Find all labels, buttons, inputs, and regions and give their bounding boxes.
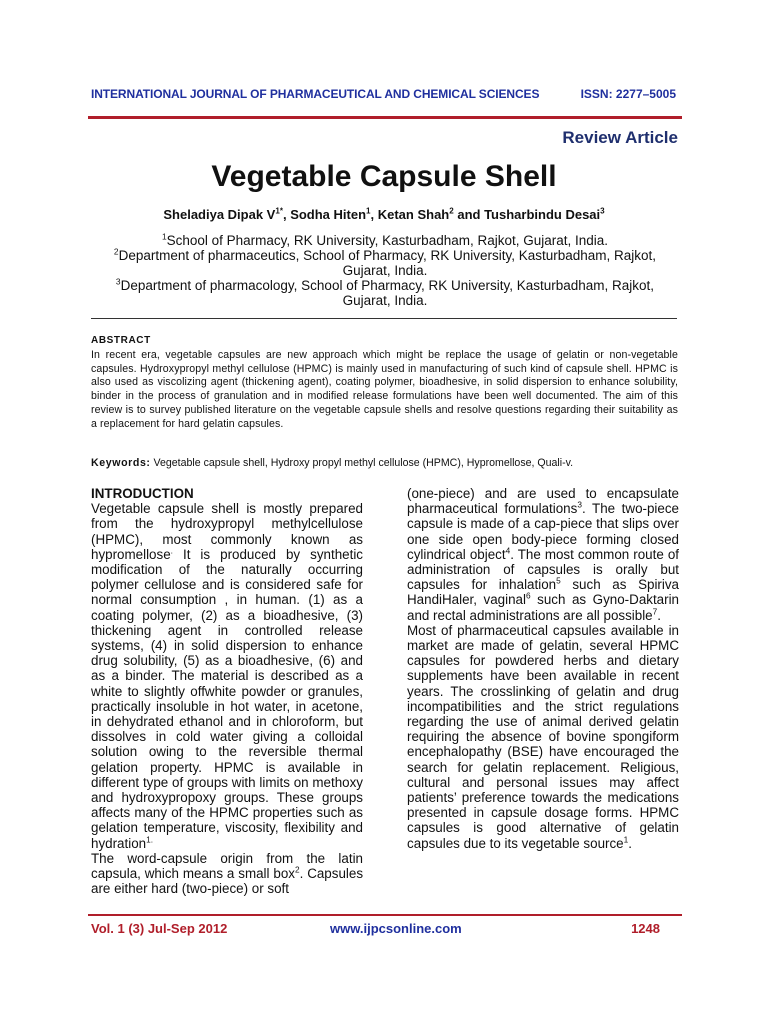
body-column-left xyxy=(91,486,363,896)
author-2: , Sodha Hiten xyxy=(282,207,367,222)
keywords-text: Vegetable capsule shell, Hydroxy propyl methyl cellulose (HPMC), Hypromellose, Quali-v. xyxy=(150,457,574,469)
keywords-label: Keywords: xyxy=(91,457,151,469)
journal-name: INTERNATIONAL JOURNAL OF PHARMACEUTICAL AND CHEMICAL SCIENCES xyxy=(91,87,540,101)
abstract-text: In recent era, vegetable capsules are new approach which might be replace the usage of gelatin or non-vegetable capsules. Hydroxypropyl methyl cellulose (HPMC) is mainly used in manufacturing of such kind of capsule shell. HPMC is also used as viscolizing agent (thickening agent), coating polymer, bioadhesive, in solid dispersion to enhance solubility, binder in the process of granulation and in modified release formulations have been well documented. The aim of this review is to survey published literature on the vegetable capsule shells and resolve questions regarding their suitability as a replacement for hard gelatin capsules. xyxy=(91,349,678,430)
section-divider xyxy=(91,318,677,319)
affiliation-text: Department of pharmacology, School of Pharmacy, RK University, Kasturbadham, Rajkot, Gujarat, India. xyxy=(120,278,655,308)
affiliation xyxy=(100,248,670,278)
paragraph: Most of pharmaceutical capsules available in market are made of gelatin, several HPMC capsules for powdered herbs and dietary supplements have been available in recent years. The crosslinking of gelatin and drug incompatibilities and the strict regulations regarding the use of animal derived gelatin requiring the absence of bovine spongiform encephalopathy (BSE) have encouraged the search for gelatin replacement. Religious, cultural and personal issues may affect patients’ preference towards the medications presented in capsule dosage forms. HPMC capsules is good alternative of gelatin capsules due to its vegetable source$^1$. xyxy=(407,622,679,851)
article-type-word2: Article xyxy=(625,128,678,147)
author-list xyxy=(0,207,768,222)
affiliation xyxy=(100,233,670,248)
affiliation-sup: 3 xyxy=(115,276,121,287)
body-column-right xyxy=(407,486,679,851)
affiliations xyxy=(100,233,670,308)
author-3-sup: 2 xyxy=(449,206,454,216)
keywords xyxy=(91,457,681,469)
author-3: , Ketan Shah xyxy=(370,207,450,222)
author-1: Sheladiya Dipak V xyxy=(163,207,276,222)
affiliation xyxy=(100,278,670,308)
footer-volume: Vol. 1 (3) Jul-Sep 2012 xyxy=(91,921,228,936)
author-4-sup: 3 xyxy=(600,206,605,216)
paragraph: (one-piece) and are used to encapsulate pharmaceutical formulations$^3$. The two-piece capsule is made of a cap-piece that slips over one side open body-piece forming closed cylindrical object$^4$. The most common route of administration of capsules is orally but capsules for inhalation$^5$ such as Spiriva HandiHaler, vaginal$^6$ such as Gyno-Daktarin and rectal administrations are all possible$^7$. xyxy=(407,486,680,623)
article-type xyxy=(562,128,678,148)
header-divider xyxy=(88,116,682,119)
abstract-heading: ABSTRACT xyxy=(91,335,151,346)
issn: ISSN: 2277–5005 xyxy=(580,87,676,101)
affiliation-sup: 1 xyxy=(161,231,167,242)
footer-page-number: 1248 xyxy=(631,921,660,936)
author-4: and Tusharbindu Desai xyxy=(453,207,601,222)
author-1-sup: 1* xyxy=(275,206,283,216)
footer-website-link[interactable]: www.ijpcsonline.com xyxy=(330,921,462,936)
article-type-word1: Review xyxy=(562,128,621,147)
article-title: Vegetable Capsule Shell xyxy=(211,160,557,193)
affiliation-text: Department of pharmaceutics, School of Pharmacy, RK University, Kasturbadham, Rajkot, Gujarat, India. xyxy=(118,248,657,278)
footer-divider xyxy=(88,914,682,916)
affiliation-text: School of Pharmacy, RK University, Kasturbadham, Rajkot, Gujarat, India. xyxy=(166,233,609,248)
affiliation-sup: 2 xyxy=(113,246,119,257)
author-2-sup: 1 xyxy=(366,206,371,216)
paragraph: The word-capsule origin from the latin capsula, which means a small box$^2$. Capsules are either hard (two-piece) or soft xyxy=(91,850,364,897)
introduction-heading: INTRODUCTION xyxy=(91,486,194,501)
paragraph: Vegetable capsule shell is mostly prepared from the hydroxypropyl methylcellulose (HPMC), most commonly known as hypromellose. It is produced by synthetic modification of the naturally occurring polymer cellulose and is considered safe for normal consumption , in human. (1) as a coating polymer, (2) as a bioadhesive, (3) thickening agent in controlled release systems, (4) in solid dispersion to enhance drug solubility, (5) as a bioadhesive, (6) and as a binder. The material is described as a white to slightly offwhite powder or granules, practically insoluble in hot water, in acetone, in dehydrated ethanol and in chloroform, but dissolves in cold water giving a colloidal solution owing to the reversible thermal gelation property. HPMC is available in different type of groups with limits on methoxy and hydroxypropoxy groups. These groups affects many of the HPMC properties such as gelation temperature, viscosity, flexibility and hydration$^{1.}$ xyxy=(91,501,363,851)
